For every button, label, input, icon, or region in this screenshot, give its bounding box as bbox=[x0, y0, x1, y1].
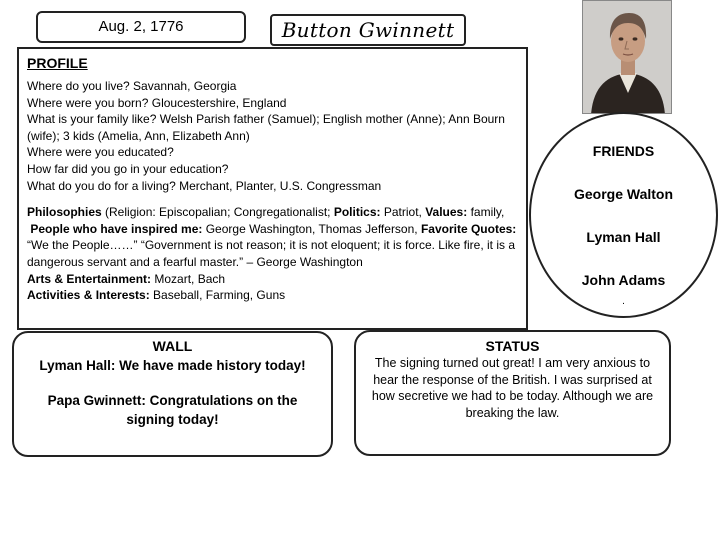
wall-post: Lyman Hall: We have made history today! bbox=[39, 358, 306, 373]
status-text: The signing turned out great! I am very anxious to hear the response of the British. I was surprised at how secretive we had to be today. Although we are breaking the law. bbox=[371, 356, 654, 420]
wall-post: Papa Gwinnett: Congratulations on the signing today! bbox=[47, 393, 298, 427]
profile-line-family: What is your family like? Welsh Parish father (Samuel); English mother (Anne); Ann Bourn (wife); 3 kids (Amelia, Ann, Elizabeth Ann) bbox=[27, 112, 505, 143]
status-panel bbox=[354, 330, 671, 456]
profile-panel bbox=[17, 47, 528, 330]
philosophies-label: Philosophies bbox=[27, 205, 102, 220]
profile-line-educated: Where were you educated? bbox=[27, 145, 174, 160]
politics-text: Patriot, bbox=[380, 205, 426, 220]
date-box bbox=[36, 11, 246, 43]
profile-line-occupation: What do you do for a living? Merchant, Planter, U.S. Congressman bbox=[27, 178, 382, 193]
philosophies-text: (Religion: Episcopalian; Congregationalist; bbox=[101, 205, 334, 220]
politics-label: Politics: bbox=[333, 205, 381, 220]
friends-trailing-dot: . bbox=[622, 296, 625, 307]
wall-panel bbox=[12, 331, 333, 457]
profile-inspired bbox=[27, 221, 519, 271]
profile-line-birthplace: Where were you born? Gloucestershire, England bbox=[27, 95, 287, 110]
values-label: Values: bbox=[425, 205, 468, 220]
wall-title: WALL bbox=[152, 338, 193, 354]
profile-philosophies bbox=[27, 204, 519, 221]
friend-item[interactable]: George Walton bbox=[573, 186, 674, 202]
friends-panel bbox=[529, 112, 718, 318]
arts-label: Arts & Entertainment: bbox=[27, 271, 152, 286]
quotes-label: Favorite Quotes: bbox=[420, 221, 517, 236]
date-text: Aug. 2, 1776 bbox=[98, 18, 184, 35]
friends-title: FRIENDS bbox=[592, 143, 655, 159]
profile-title: PROFILE bbox=[27, 55, 88, 71]
profile-line-residence: Where do you live? Savannah, Georgia bbox=[27, 79, 237, 93]
friend-item[interactable]: John Adams bbox=[581, 272, 666, 288]
profile-portrait bbox=[582, 0, 672, 114]
inspired-label: People who have inspired me: bbox=[30, 221, 203, 236]
profile-arts bbox=[27, 271, 519, 288]
status-title: STATUS bbox=[485, 338, 540, 354]
quotes-text: “We the People……” “Government is not reason; it is not eloquent; it is force. Like fire, it is a dangerous servant and a fearful master.” – George Washington bbox=[27, 238, 515, 269]
name-box bbox=[270, 14, 466, 46]
profile-activities bbox=[27, 287, 519, 304]
activities-label: Activities & Interests: bbox=[27, 288, 150, 303]
values-text: family, bbox=[467, 205, 505, 220]
person-portrait-icon bbox=[583, 1, 672, 114]
inspired-text: George Washington, Thomas Jefferson, bbox=[202, 221, 421, 236]
activities-text: Baseball, Farming, Guns bbox=[149, 288, 286, 303]
profile-line-education-level: How far did you go in your education? bbox=[27, 161, 229, 176]
friend-item[interactable]: Lyman Hall bbox=[586, 229, 661, 245]
arts-text: Mozart, Bach bbox=[151, 271, 226, 286]
profile-name: Button Gwinnett bbox=[281, 18, 455, 42]
